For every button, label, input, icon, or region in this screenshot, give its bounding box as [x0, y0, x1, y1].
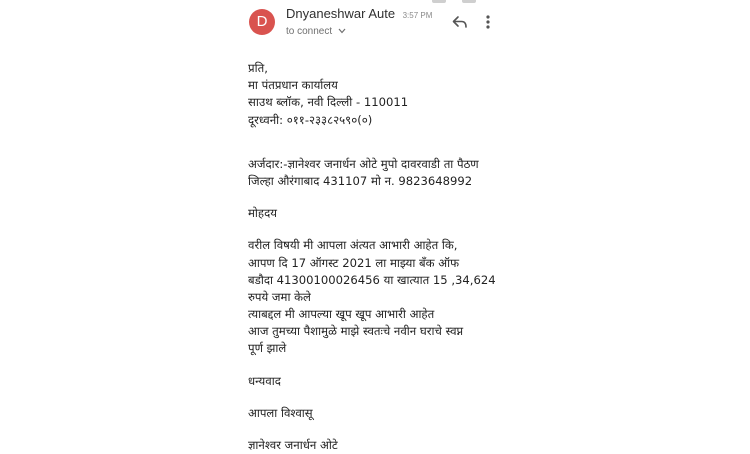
closing-line: आपला विश्वासू — [248, 405, 313, 420]
applicant-line: अर्जदार:-ज्ञानेश्वर जनार्धन ओटे मुपो दावरवाडी ता पैठण — [248, 156, 479, 171]
reply-icon — [451, 13, 469, 31]
salutation: मोहदय — [248, 206, 277, 221]
toolbar-stub — [432, 0, 446, 3]
email-message — [232, 0, 506, 450]
toolbar-stub — [462, 0, 476, 3]
body-line: बडौदा 41300100026456 या खात्यात 15 ,34,624 — [248, 272, 496, 287]
email-body — [248, 60, 506, 454]
thanks-line: धन्यवाद — [248, 373, 281, 388]
address-line: साउथ ब्लॉक, नवी दिल्ली - 110011 — [248, 95, 409, 110]
sender-row — [286, 5, 432, 23]
body-line: वरील विषयी मी आपला अंत्यत आभारी आहेत कि, — [248, 238, 458, 253]
address-line: प्रति, — [248, 61, 268, 75]
body-line: आज तुमच्या पैशामुळे माझे स्वतःचे नवीन घराचे स्वप्न — [248, 324, 464, 339]
address-line: दूरध्वनी: ०११-२३३८२५९०(०) — [248, 112, 373, 127]
sender-avatar[interactable]: D — [249, 9, 275, 35]
applicant-line: जिल्हा औरंगाबाद 431107 मो न. 9823648992 — [248, 173, 473, 188]
reply-button[interactable] — [451, 13, 469, 31]
chevron-down-icon[interactable] — [338, 26, 346, 36]
signature-line: ज्ञानेश्वर जनार्धन ओटे — [248, 438, 338, 452]
body-line: आपण दि 17 ऑगस्ट 2021 ला माझ्या बँक ऑफ — [248, 255, 460, 270]
body-line: रुपये जमा केले — [248, 289, 311, 304]
recipient-details[interactable] — [286, 26, 346, 37]
more-vertical-icon — [482, 13, 494, 31]
recipient-label: to connect — [286, 26, 333, 37]
address-line: मा पंतप्रधान कार्यालय — [248, 78, 338, 93]
body-line: त्याबद्दल मी आपल्या खूप खूप आभारी आहेत — [248, 307, 435, 322]
body-line: पूर्ण झाले — [248, 341, 287, 356]
sender-name[interactable]: Dnyaneshwar Aute — [286, 6, 396, 21]
send-time: 3:57 PM — [402, 11, 433, 20]
more-options-button[interactable] — [482, 13, 494, 31]
